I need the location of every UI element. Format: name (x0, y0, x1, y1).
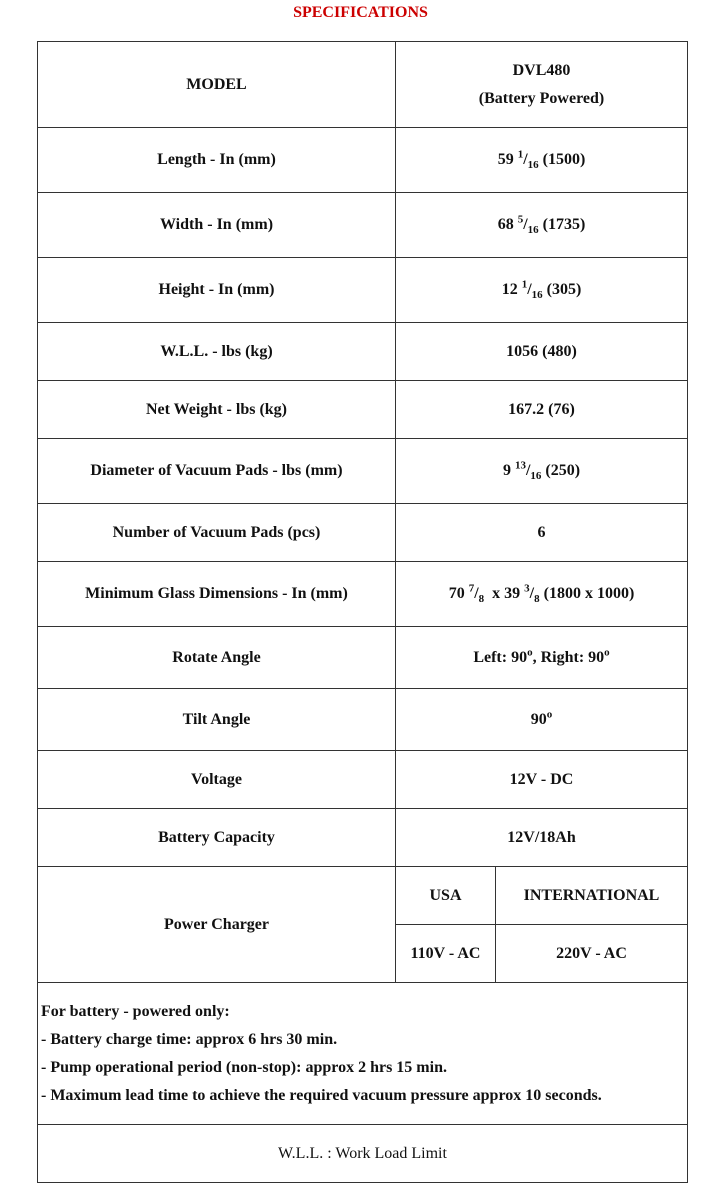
degree-symbol: o (604, 646, 610, 659)
row-label: Rotate Angle (38, 627, 396, 689)
row-value: 12V/18Ah (396, 809, 688, 867)
value-whole: 39 (504, 585, 521, 602)
value-denominator: 8 (478, 593, 485, 606)
row-label: Length - In (mm) (38, 128, 396, 193)
notes-heading: For battery - powered only: (41, 1002, 230, 1020)
row-value: 12 $^1/_{16}$ (305) (396, 258, 688, 323)
value-metric: (1500) (542, 151, 586, 168)
row-label: Height - In (mm) (38, 258, 396, 323)
notes-item: - Maximum lead time to achieve the required vacuum pressure approx 10 seconds. (41, 1086, 602, 1104)
rotate-left: Left: 90 (473, 648, 528, 666)
value-whole: 9 (502, 462, 511, 479)
table-row (38, 381, 688, 439)
value-numerator: 1 (521, 278, 528, 291)
row-value: 9 $^{13}/_{16}$ (250) (396, 439, 688, 504)
row-value: 68 $^5/_{16}$ (1735) (396, 193, 688, 258)
charger-intl-header: INTERNATIONAL (496, 867, 688, 925)
row-label: Width - In (mm) (38, 193, 396, 258)
charger-intl-value: 220V - AC (496, 925, 688, 983)
value-whole: 12 (501, 281, 518, 298)
table-row (38, 867, 688, 925)
row-label: W.L.L. - lbs (kg) (38, 323, 396, 381)
row-value: Left: 90$^o$, Right: 90$^o$ (396, 627, 688, 689)
table-row (38, 258, 688, 323)
row-label: Battery Capacity (38, 809, 396, 867)
row-label: Minimum Glass Dimensions - In (mm) (38, 562, 396, 627)
value-numerator: 13 (514, 459, 526, 472)
value-numerator: 5 (517, 213, 524, 226)
table-row (38, 42, 688, 128)
row-value: 59 $^1/_{16}$ (1500) (396, 128, 688, 193)
row-label: Diameter of Vacuum Pads - lbs (mm) (38, 439, 396, 504)
page-title: SPECIFICATIONS (293, 4, 428, 21)
value-metric: (1800 x 1000) (543, 585, 635, 602)
rotate-right: Right: 90 (540, 648, 605, 666)
table-row (38, 193, 688, 258)
table-row (38, 323, 688, 381)
footer-note: W.L.L. : Work Load Limit (38, 1125, 688, 1183)
value-whole: 68 (497, 216, 514, 233)
table-row (38, 689, 688, 751)
value-numerator: 3 (524, 582, 530, 595)
row-label: Voltage (38, 751, 396, 809)
table-row (38, 439, 688, 504)
specifications-table (37, 41, 688, 1183)
model-value (396, 42, 688, 128)
value-denominator: 16 (527, 159, 539, 172)
table-row (38, 751, 688, 809)
row-value: 12V - DC (396, 751, 688, 809)
value-denominator: 16 (527, 224, 539, 237)
row-value: 1056 (480) (396, 323, 688, 381)
row-label: Net Weight - lbs (kg) (38, 381, 396, 439)
charger-usa-value: 110V - AC (396, 925, 496, 983)
value-numerator: 1 (517, 148, 524, 161)
row-value: 167.2 (76) (396, 381, 688, 439)
notes-item: - Pump operational period (non-stop): approx 2 hrs 15 min. (41, 1058, 447, 1076)
charger-usa-header: USA (396, 867, 496, 925)
times-sign: x (492, 585, 501, 602)
value-whole: 70 (448, 585, 465, 602)
value-metric: (250) (545, 462, 581, 479)
battery-notes (38, 983, 688, 1125)
value-numerator: 7 (468, 582, 475, 595)
value-denominator: 8 (534, 593, 540, 606)
row-value: 6 (396, 504, 688, 562)
row-value (396, 689, 688, 751)
degree-symbol: o (546, 708, 553, 721)
table-row (38, 128, 688, 193)
row-value: 70 $^7/_8$ x 39 $^3/_8$ (1800 x 1000) (396, 562, 688, 627)
tilt-value: 90 (530, 710, 547, 728)
table-row (38, 983, 688, 1125)
model-note: (Battery Powered) (478, 89, 605, 107)
table-row (38, 562, 688, 627)
model-label: MODEL (38, 42, 396, 128)
degree-symbol: o (527, 646, 533, 659)
value-whole: 59 (497, 151, 514, 168)
table-row (38, 1125, 688, 1183)
row-label: Tilt Angle (38, 689, 396, 751)
table-row (38, 809, 688, 867)
notes-item: - Battery charge time: approx 6 hrs 30 min. (41, 1030, 338, 1048)
value-metric: (1735) (542, 216, 586, 233)
model-name: DVL480 (512, 61, 571, 79)
table-row (38, 627, 688, 689)
row-label: Power Charger (38, 867, 396, 983)
value-denominator: 16 (530, 470, 542, 483)
table-row (38, 504, 688, 562)
value-metric: (305) (546, 281, 582, 298)
value-denominator: 16 (531, 289, 543, 302)
row-label: Number of Vacuum Pads (pcs) (38, 504, 396, 562)
